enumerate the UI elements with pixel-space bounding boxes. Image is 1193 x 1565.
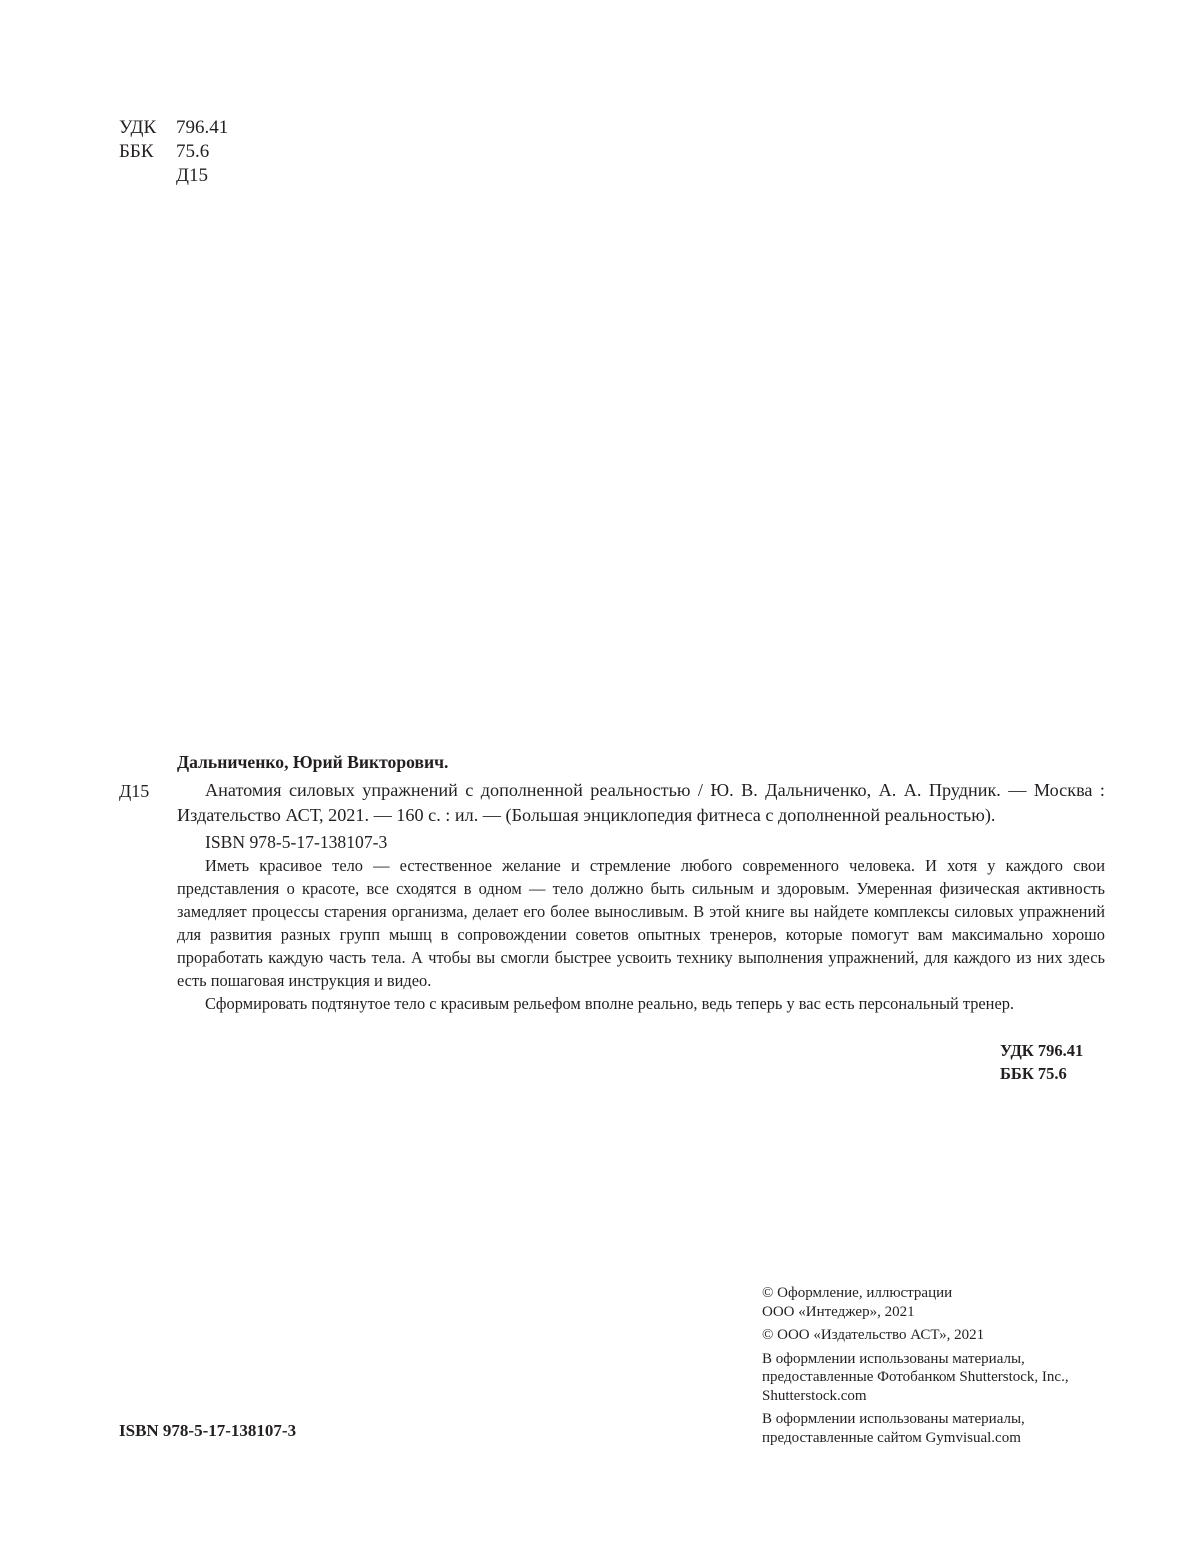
credits-shutterstock [762, 1350, 1122, 1406]
isbn-bottom: ISBN 978-5-17-138107-3 [119, 1421, 297, 1440]
credits-gymvisual-line1: В оформлении использованы материалы, [762, 1411, 1025, 1427]
author-heading: Дальниченко, Юрий Викторович. [177, 752, 449, 772]
credits-gymvisual-line2: предоставленные сайтом Gymvisual.com [762, 1429, 1021, 1446]
udk-row [119, 116, 228, 140]
abstract-paragraph-2: Сформировать подтянутое тело с красивым рельефом вполне реально, ведь теперь у вас есть персональный тренер. [205, 994, 1015, 1013]
title-statement: Анатомия силовых упражнений с дополненной реальностью / Ю. В. Дальниченко, А. А. Прудник. — Москва : Издательство АСТ, 2021. — 160 с. : ил. — (Большая энциклопедия фитнеса с дополненной реальностью). [177, 780, 1105, 825]
credits-shutterstock-line2: предоставленные Фотобанком Shutterstock, Inc., [762, 1369, 1069, 1385]
bbk-bold: ББК 75.6 [1000, 1064, 1067, 1083]
credits-shutterstock-line1: В оформлении использованы материалы, [762, 1350, 1025, 1367]
bbk-value: 75.6 [176, 141, 210, 162]
author-sign-top: Д15 [176, 165, 208, 186]
author-sign-row [119, 164, 228, 188]
author-sign-left: Д15 [119, 781, 150, 801]
udk-label: УДК [119, 117, 157, 138]
copyright-design [762, 1284, 1122, 1321]
copyright-block [762, 1284, 1122, 1452]
credits-gymvisual [762, 1410, 1122, 1447]
bbk-row [119, 140, 228, 164]
copyright-publisher: © ООО «Издательство АСТ», 2021 [762, 1327, 985, 1343]
bbk-label: ББК [119, 141, 154, 162]
classification-top [119, 116, 228, 188]
copyright-design-line2: ООО «Интеджер», 2021 [762, 1303, 915, 1320]
abstract-paragraph: Иметь красивое тело — естественное желание и стремление любого современного человека. И хотя у каждого свои представления о красоте, все сходятся в одном — тело должно быть сильным и здоровым. Умеренная физическая активность замедляет процессы старения организма, делает его более выносливым. В этой книге вы найдете комплексы силовых упражнений для развития разных групп мышц в сопровождении советов опытных тренеров, которые помогут вам максимально хорошо проработать каждую часть тела. А чтобы вы смогли быстрее усвоить технику выполнения упражнений, для каждого из них здесь есть пошаговая инструкция и видео. [177, 856, 1105, 990]
bibliographic-record [177, 750, 1105, 1015]
isbn-line: ISBN 978-5-17-138107-3 [205, 832, 388, 852]
udk-bold: УДК 796.41 [1000, 1041, 1084, 1060]
udk-value: 796.41 [176, 117, 229, 138]
classification-right [1000, 1039, 1083, 1085]
copyright-design-line1: © Оформление, иллюстрации [762, 1285, 953, 1301]
credits-shutterstock-line3: Shutterstock.com [762, 1387, 867, 1404]
